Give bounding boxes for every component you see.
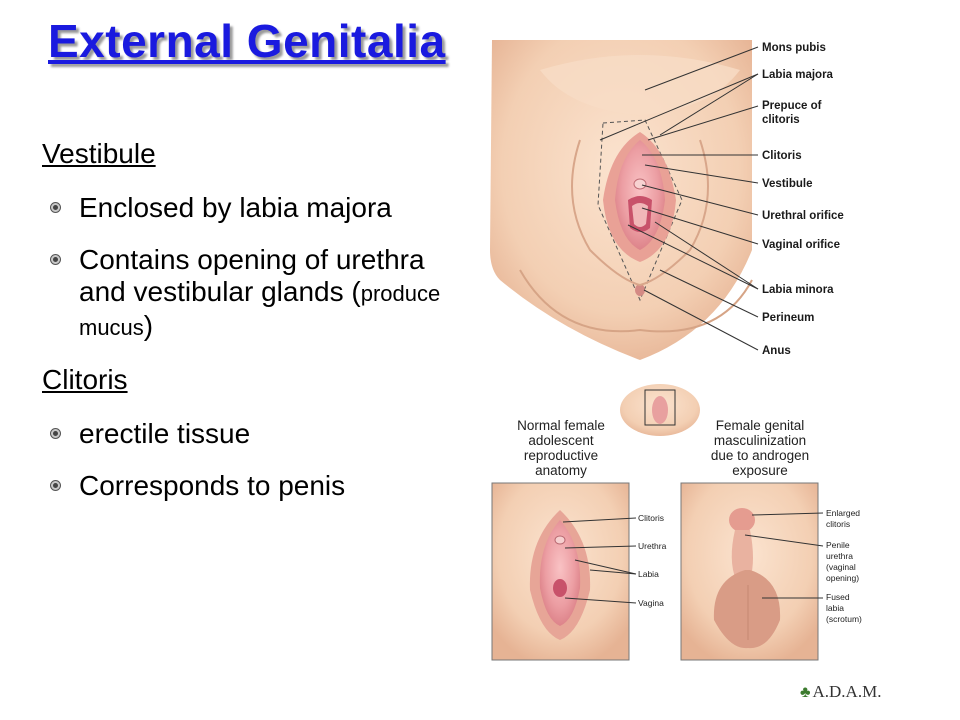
logo-text: A.D.A.M. — [812, 682, 882, 701]
label-vestibule: Vestibule — [762, 178, 813, 190]
bullet-text: Corresponds to penis — [79, 470, 346, 501]
label-mons-pubis: Mons pubis — [762, 42, 826, 54]
label-enlarged-clitoris: clitoris — [826, 519, 851, 529]
bullet-text: Contains opening of urethra and vestibular glands ( — [79, 244, 425, 307]
label-fused-labia: labia — [826, 603, 844, 613]
label-labia-minora: Labia minora — [762, 284, 834, 296]
bullet-text: Enclosed by labia majora — [79, 192, 392, 223]
label-vaginal-orifice: Vaginal orifice — [762, 239, 840, 251]
label-opening: opening) — [826, 573, 860, 583]
label-prepuce-clitoris: clitoris — [762, 114, 800, 126]
left-caption-line: Normal female — [517, 418, 605, 433]
label-prepuce: Prepuce of — [762, 100, 822, 112]
bullet-text-tail: ) — [143, 310, 154, 341]
label-small-labia: Labia — [638, 569, 659, 579]
label-anus: Anus — [762, 345, 791, 357]
label-scrotum: (scrotum) — [826, 614, 862, 624]
main-vulva-illustration — [490, 40, 752, 360]
left-caption-line: adolescent — [528, 433, 594, 448]
label-small-urethra: Urethra — [638, 541, 667, 551]
label-vaginal: (vaginal — [826, 562, 856, 572]
thumbnail-illustration — [620, 384, 700, 436]
main-labels — [762, 42, 844, 357]
label-clitoris: Clitoris — [762, 150, 802, 162]
right-caption-line: Female genital — [715, 418, 805, 433]
right-caption-line: masculinization — [713, 433, 807, 448]
label-labia-majora: Labia majora — [762, 69, 833, 81]
label-urethral-orifice: Urethral orifice — [762, 210, 844, 222]
bullet-text: erectile tissue — [79, 418, 251, 449]
label-penile: Penile — [826, 540, 850, 550]
right-caption-line: exposure — [732, 463, 788, 478]
right-labels — [826, 508, 862, 624]
adam-logo — [800, 682, 881, 702]
masculinized-anatomy-panel — [681, 483, 818, 660]
bullet-text-small: produce mucus — [79, 281, 441, 340]
label-fused: Fused — [826, 592, 850, 602]
left-caption-line: reproductive — [523, 448, 599, 463]
label-small-vagina: Vagina — [638, 598, 664, 608]
label-small-clitoris: Clitoris — [638, 513, 664, 523]
vestibule-heading: Vestibule — [42, 138, 156, 169]
slide-title: External Genitalia — [48, 15, 446, 67]
clitoris-heading: Clitoris — [42, 364, 128, 395]
label-perineum: Perineum — [762, 312, 815, 324]
leaf-icon: ♣ — [800, 684, 811, 701]
right-caption-line: due to androgen — [710, 448, 810, 463]
left-labels — [638, 513, 667, 608]
left-caption-line: anatomy — [535, 463, 587, 478]
label-penile-urethra: urethra — [826, 551, 853, 561]
label-enlarged: Enlarged — [826, 508, 861, 518]
